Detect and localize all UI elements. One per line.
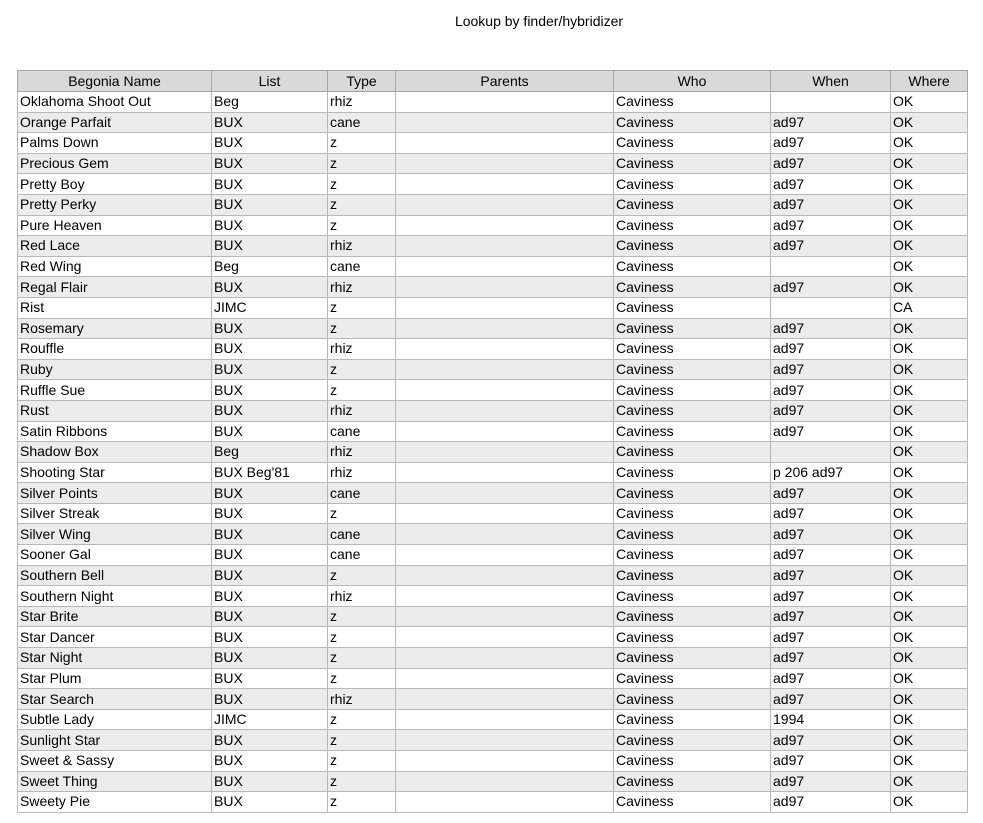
cell-list: BUX bbox=[212, 524, 328, 545]
table-row[interactable] bbox=[18, 627, 968, 648]
cell-where: OK bbox=[891, 668, 968, 689]
table-row[interactable] bbox=[18, 668, 968, 689]
cell-type: z bbox=[328, 792, 396, 813]
cell-where: OK bbox=[891, 524, 968, 545]
cell-list: BUX bbox=[212, 689, 328, 710]
cell-type: z bbox=[328, 648, 396, 669]
cell-list: JIMC bbox=[212, 709, 328, 730]
cell-list: BUX bbox=[212, 277, 328, 298]
cell-list: BUX bbox=[212, 648, 328, 669]
cell-when: ad97 bbox=[771, 751, 891, 772]
cell-when: ad97 bbox=[771, 503, 891, 524]
table-row[interactable] bbox=[18, 153, 968, 174]
table-row[interactable] bbox=[18, 256, 968, 277]
cell-list: BUX bbox=[212, 112, 328, 133]
cell-who: Caviness bbox=[614, 524, 771, 545]
cell-when: ad97 bbox=[771, 668, 891, 689]
cell-begonia-name: Regal Flair bbox=[18, 277, 212, 298]
table-row[interactable] bbox=[18, 297, 968, 318]
cell-type: rhiz bbox=[328, 586, 396, 607]
cell-where: OK bbox=[891, 503, 968, 524]
table-row[interactable] bbox=[18, 545, 968, 566]
cell-where: OK bbox=[891, 359, 968, 380]
cell-where: OK bbox=[891, 92, 968, 113]
cell-begonia-name: Oklahoma Shoot Out bbox=[18, 92, 212, 113]
table-row[interactable] bbox=[18, 421, 968, 442]
cell-type: rhiz bbox=[328, 92, 396, 113]
cell-who: Caviness bbox=[614, 318, 771, 339]
table-row[interactable] bbox=[18, 339, 968, 360]
cell-who: Caviness bbox=[614, 380, 771, 401]
cell-list: Beg bbox=[212, 256, 328, 277]
cell-list: BUX bbox=[212, 586, 328, 607]
cell-begonia-name: Star Search bbox=[18, 689, 212, 710]
cell-parents bbox=[396, 194, 614, 215]
cell-list: BUX Beg'81 bbox=[212, 462, 328, 483]
cell-when: ad97 bbox=[771, 380, 891, 401]
cell-who: Caviness bbox=[614, 112, 771, 133]
cell-begonia-name: Sweet & Sassy bbox=[18, 751, 212, 772]
cell-list: BUX bbox=[212, 359, 328, 380]
cell-when: ad97 bbox=[771, 730, 891, 751]
cell-begonia-name: Palms Down bbox=[18, 133, 212, 154]
cell-parents bbox=[396, 648, 614, 669]
table-row[interactable] bbox=[18, 359, 968, 380]
cell-begonia-name: Precious Gem bbox=[18, 153, 212, 174]
table-row[interactable] bbox=[18, 524, 968, 545]
cell-who: Caviness bbox=[614, 545, 771, 566]
cell-type: z bbox=[328, 627, 396, 648]
cell-when bbox=[771, 442, 891, 463]
cell-type: z bbox=[328, 380, 396, 401]
column-header-parents[interactable]: Parents bbox=[396, 71, 614, 92]
column-header-who[interactable]: Who bbox=[614, 71, 771, 92]
cell-who: Caviness bbox=[614, 771, 771, 792]
cell-when: ad97 bbox=[771, 236, 891, 257]
cell-parents bbox=[396, 709, 614, 730]
cell-where: OK bbox=[891, 256, 968, 277]
cell-begonia-name: Ruffle Sue bbox=[18, 380, 212, 401]
cell-who: Caviness bbox=[614, 174, 771, 195]
cell-type: z bbox=[328, 709, 396, 730]
cell-where: OK bbox=[891, 277, 968, 298]
cell-when: ad97 bbox=[771, 174, 891, 195]
cell-list: BUX bbox=[212, 153, 328, 174]
cell-begonia-name: Rosemary bbox=[18, 318, 212, 339]
cell-when: ad97 bbox=[771, 318, 891, 339]
cell-list: BUX bbox=[212, 133, 328, 154]
cell-who: Caviness bbox=[614, 359, 771, 380]
cell-type: rhiz bbox=[328, 442, 396, 463]
cell-list: BUX bbox=[212, 318, 328, 339]
table-row[interactable] bbox=[18, 174, 968, 195]
cell-when: ad97 bbox=[771, 524, 891, 545]
cell-list: BUX bbox=[212, 668, 328, 689]
cell-where: OK bbox=[891, 215, 968, 236]
cell-begonia-name: Sooner Gal bbox=[18, 545, 212, 566]
cell-begonia-name: Pretty Perky bbox=[18, 194, 212, 215]
cell-list: Beg bbox=[212, 442, 328, 463]
column-header-where[interactable]: Where bbox=[891, 71, 968, 92]
cell-parents bbox=[396, 400, 614, 421]
cell-type: z bbox=[328, 751, 396, 772]
cell-who: Caviness bbox=[614, 339, 771, 360]
cell-parents bbox=[396, 277, 614, 298]
cell-parents bbox=[396, 215, 614, 236]
cell-where: OK bbox=[891, 339, 968, 360]
cell-list: BUX bbox=[212, 503, 328, 524]
cell-begonia-name: Satin Ribbons bbox=[18, 421, 212, 442]
cell-where: OK bbox=[891, 606, 968, 627]
cell-where: OK bbox=[891, 442, 968, 463]
cell-begonia-name: Sunlight Star bbox=[18, 730, 212, 751]
cell-type: z bbox=[328, 318, 396, 339]
cell-list: BUX bbox=[212, 236, 328, 257]
cell-type: z bbox=[328, 565, 396, 586]
cell-begonia-name: Shooting Star bbox=[18, 462, 212, 483]
cell-parents bbox=[396, 751, 614, 772]
cell-where: OK bbox=[891, 153, 968, 174]
cell-list: BUX bbox=[212, 545, 328, 566]
cell-when: ad97 bbox=[771, 153, 891, 174]
cell-who: Caviness bbox=[614, 256, 771, 277]
cell-begonia-name: Sweety Pie bbox=[18, 792, 212, 813]
cell-parents bbox=[396, 133, 614, 154]
cell-parents bbox=[396, 318, 614, 339]
cell-who: Caviness bbox=[614, 153, 771, 174]
cell-parents bbox=[396, 421, 614, 442]
cell-begonia-name: Star Plum bbox=[18, 668, 212, 689]
cell-when: ad97 bbox=[771, 771, 891, 792]
cell-type: z bbox=[328, 297, 396, 318]
cell-when bbox=[771, 297, 891, 318]
cell-where: OK bbox=[891, 380, 968, 401]
cell-begonia-name: Southern Night bbox=[18, 586, 212, 607]
cell-when bbox=[771, 92, 891, 113]
cell-type: cane bbox=[328, 545, 396, 566]
cell-list: BUX bbox=[212, 380, 328, 401]
cell-begonia-name: Star Dancer bbox=[18, 627, 212, 648]
cell-begonia-name: Silver Streak bbox=[18, 503, 212, 524]
cell-when: ad97 bbox=[771, 421, 891, 442]
cell-parents bbox=[396, 771, 614, 792]
cell-parents bbox=[396, 586, 614, 607]
table-row[interactable] bbox=[18, 400, 968, 421]
table-row[interactable] bbox=[18, 215, 968, 236]
cell-where: OK bbox=[891, 565, 968, 586]
cell-who: Caviness bbox=[614, 751, 771, 772]
cell-begonia-name: Silver Points bbox=[18, 483, 212, 504]
cell-parents bbox=[396, 606, 614, 627]
cell-list: BUX bbox=[212, 339, 328, 360]
cell-type: z bbox=[328, 771, 396, 792]
cell-begonia-name: Southern Bell bbox=[18, 565, 212, 586]
cell-who: Caviness bbox=[614, 709, 771, 730]
cell-who: Caviness bbox=[614, 215, 771, 236]
table-row[interactable] bbox=[18, 503, 968, 524]
cell-parents bbox=[396, 112, 614, 133]
cell-where: OK bbox=[891, 133, 968, 154]
cell-list: BUX bbox=[212, 606, 328, 627]
cell-who: Caviness bbox=[614, 277, 771, 298]
cell-where: OK bbox=[891, 689, 968, 710]
cell-who: Caviness bbox=[614, 606, 771, 627]
cell-list: JIMC bbox=[212, 297, 328, 318]
table-row[interactable] bbox=[18, 442, 968, 463]
cell-parents bbox=[396, 339, 614, 360]
column-header-when[interactable]: When bbox=[771, 71, 891, 92]
cell-begonia-name: Silver Wing bbox=[18, 524, 212, 545]
table-row[interactable] bbox=[18, 771, 968, 792]
table-row[interactable] bbox=[18, 380, 968, 401]
cell-who: Caviness bbox=[614, 648, 771, 669]
cell-parents bbox=[396, 483, 614, 504]
cell-when: ad97 bbox=[771, 586, 891, 607]
table-row[interactable] bbox=[18, 689, 968, 710]
table-row[interactable] bbox=[18, 648, 968, 669]
cell-parents bbox=[396, 730, 614, 751]
cell-who: Caviness bbox=[614, 503, 771, 524]
table-row[interactable] bbox=[18, 92, 968, 113]
cell-begonia-name: Pretty Boy bbox=[18, 174, 212, 195]
cell-where: OK bbox=[891, 174, 968, 195]
cell-parents bbox=[396, 503, 614, 524]
table-row[interactable] bbox=[18, 730, 968, 751]
table-body bbox=[18, 92, 968, 813]
cell-where: OK bbox=[891, 483, 968, 504]
cell-parents bbox=[396, 297, 614, 318]
cell-who: Caviness bbox=[614, 483, 771, 504]
cell-parents bbox=[396, 442, 614, 463]
cell-who: Caviness bbox=[614, 565, 771, 586]
column-header-type[interactable]: Type bbox=[328, 71, 396, 92]
cell-when: ad97 bbox=[771, 483, 891, 504]
cell-list: BUX bbox=[212, 771, 328, 792]
cell-who: Caviness bbox=[614, 442, 771, 463]
cell-where: OK bbox=[891, 112, 968, 133]
cell-begonia-name: Rist bbox=[18, 297, 212, 318]
cell-begonia-name: Star Night bbox=[18, 648, 212, 669]
cell-list: Beg bbox=[212, 92, 328, 113]
cell-list: BUX bbox=[212, 174, 328, 195]
cell-type: z bbox=[328, 359, 396, 380]
cell-type: cane bbox=[328, 256, 396, 277]
cell-where: CA bbox=[891, 297, 968, 318]
cell-type: z bbox=[328, 503, 396, 524]
cell-type: rhiz bbox=[328, 689, 396, 710]
cell-type: rhiz bbox=[328, 462, 396, 483]
cell-list: BUX bbox=[212, 421, 328, 442]
cell-where: OK bbox=[891, 648, 968, 669]
cell-begonia-name: Rouffle bbox=[18, 339, 212, 360]
cell-when: ad97 bbox=[771, 627, 891, 648]
cell-when: ad97 bbox=[771, 194, 891, 215]
cell-type: z bbox=[328, 606, 396, 627]
cell-parents bbox=[396, 153, 614, 174]
cell-type: z bbox=[328, 153, 396, 174]
cell-who: Caviness bbox=[614, 792, 771, 813]
cell-begonia-name: Shadow Box bbox=[18, 442, 212, 463]
cell-type: cane bbox=[328, 483, 396, 504]
cell-when: ad97 bbox=[771, 215, 891, 236]
table-row[interactable] bbox=[18, 133, 968, 154]
cell-where: OK bbox=[891, 421, 968, 442]
page-title: Lookup by finder/hybridizer bbox=[454, 13, 624, 29]
cell-when: ad97 bbox=[771, 277, 891, 298]
cell-parents bbox=[396, 174, 614, 195]
cell-when: ad97 bbox=[771, 359, 891, 380]
cell-parents bbox=[396, 689, 614, 710]
cell-parents bbox=[396, 92, 614, 113]
cell-list: BUX bbox=[212, 400, 328, 421]
cell-parents bbox=[396, 359, 614, 380]
cell-begonia-name: Star Brite bbox=[18, 606, 212, 627]
cell-parents bbox=[396, 545, 614, 566]
cell-type: z bbox=[328, 668, 396, 689]
cell-type: z bbox=[328, 215, 396, 236]
cell-type: cane bbox=[328, 112, 396, 133]
cell-when: ad97 bbox=[771, 133, 891, 154]
table-row[interactable] bbox=[18, 483, 968, 504]
cell-begonia-name: Sweet Thing bbox=[18, 771, 212, 792]
cell-who: Caviness bbox=[614, 92, 771, 113]
begonia-lookup-table bbox=[17, 70, 968, 813]
cell-when: ad97 bbox=[771, 112, 891, 133]
cell-list: BUX bbox=[212, 627, 328, 648]
cell-when: ad97 bbox=[771, 792, 891, 813]
cell-who: Caviness bbox=[614, 133, 771, 154]
cell-who: Caviness bbox=[614, 194, 771, 215]
cell-begonia-name: Red Wing bbox=[18, 256, 212, 277]
table-row[interactable] bbox=[18, 462, 968, 483]
cell-who: Caviness bbox=[614, 689, 771, 710]
cell-where: OK bbox=[891, 194, 968, 215]
cell-when: ad97 bbox=[771, 339, 891, 360]
column-header-list[interactable]: List bbox=[212, 71, 328, 92]
cell-list: BUX bbox=[212, 751, 328, 772]
cell-list: BUX bbox=[212, 565, 328, 586]
cell-type: z bbox=[328, 133, 396, 154]
cell-type: z bbox=[328, 730, 396, 751]
cell-where: OK bbox=[891, 730, 968, 751]
cell-when: ad97 bbox=[771, 400, 891, 421]
cell-type: rhiz bbox=[328, 400, 396, 421]
cell-when: ad97 bbox=[771, 565, 891, 586]
cell-parents bbox=[396, 524, 614, 545]
cell-where: OK bbox=[891, 462, 968, 483]
cell-who: Caviness bbox=[614, 297, 771, 318]
cell-parents bbox=[396, 236, 614, 257]
cell-parents bbox=[396, 668, 614, 689]
cell-who: Caviness bbox=[614, 421, 771, 442]
cell-who: Caviness bbox=[614, 462, 771, 483]
cell-type: rhiz bbox=[328, 339, 396, 360]
cell-parents bbox=[396, 565, 614, 586]
table-row[interactable] bbox=[18, 792, 968, 813]
table-row[interactable] bbox=[18, 318, 968, 339]
cell-where: OK bbox=[891, 792, 968, 813]
cell-who: Caviness bbox=[614, 586, 771, 607]
cell-who: Caviness bbox=[614, 668, 771, 689]
cell-begonia-name: Pure Heaven bbox=[18, 215, 212, 236]
table-row[interactable] bbox=[18, 565, 968, 586]
cell-when: p 206 ad97 bbox=[771, 462, 891, 483]
cell-when: ad97 bbox=[771, 545, 891, 566]
column-header-begonia-name[interactable]: Begonia Name bbox=[18, 71, 212, 92]
cell-where: OK bbox=[891, 586, 968, 607]
header-row bbox=[18, 71, 968, 92]
cell-begonia-name: Ruby bbox=[18, 359, 212, 380]
cell-who: Caviness bbox=[614, 730, 771, 751]
cell-parents bbox=[396, 380, 614, 401]
table-row[interactable] bbox=[18, 277, 968, 298]
cell-parents bbox=[396, 792, 614, 813]
cell-who: Caviness bbox=[614, 400, 771, 421]
cell-type: z bbox=[328, 174, 396, 195]
cell-type: rhiz bbox=[328, 236, 396, 257]
cell-list: BUX bbox=[212, 730, 328, 751]
cell-type: cane bbox=[328, 524, 396, 545]
table-row[interactable] bbox=[18, 194, 968, 215]
cell-when: ad97 bbox=[771, 689, 891, 710]
cell-begonia-name: Subtle Lady bbox=[18, 709, 212, 730]
cell-where: OK bbox=[891, 236, 968, 257]
table-row[interactable] bbox=[18, 606, 968, 627]
cell-begonia-name: Orange Parfait bbox=[18, 112, 212, 133]
cell-parents bbox=[396, 627, 614, 648]
cell-parents bbox=[396, 462, 614, 483]
cell-list: BUX bbox=[212, 215, 328, 236]
cell-list: BUX bbox=[212, 483, 328, 504]
cell-where: OK bbox=[891, 318, 968, 339]
cell-where: OK bbox=[891, 545, 968, 566]
cell-type: rhiz bbox=[328, 277, 396, 298]
cell-parents bbox=[396, 256, 614, 277]
cell-who: Caviness bbox=[614, 627, 771, 648]
cell-where: OK bbox=[891, 709, 968, 730]
cell-where: OK bbox=[891, 400, 968, 421]
cell-begonia-name: Red Lace bbox=[18, 236, 212, 257]
cell-where: OK bbox=[891, 751, 968, 772]
cell-type: z bbox=[328, 194, 396, 215]
cell-list: BUX bbox=[212, 194, 328, 215]
cell-who: Caviness bbox=[614, 236, 771, 257]
table-row[interactable] bbox=[18, 236, 968, 257]
cell-list: BUX bbox=[212, 792, 328, 813]
table-row[interactable] bbox=[18, 751, 968, 772]
cell-when: ad97 bbox=[771, 648, 891, 669]
table-row[interactable] bbox=[18, 112, 968, 133]
cell-when: 1994 bbox=[771, 709, 891, 730]
cell-where: OK bbox=[891, 771, 968, 792]
table-row[interactable] bbox=[18, 709, 968, 730]
cell-when: ad97 bbox=[771, 606, 891, 627]
cell-begonia-name: Rust bbox=[18, 400, 212, 421]
cell-type: cane bbox=[328, 421, 396, 442]
table-row[interactable] bbox=[18, 586, 968, 607]
cell-where: OK bbox=[891, 627, 968, 648]
cell-when bbox=[771, 256, 891, 277]
